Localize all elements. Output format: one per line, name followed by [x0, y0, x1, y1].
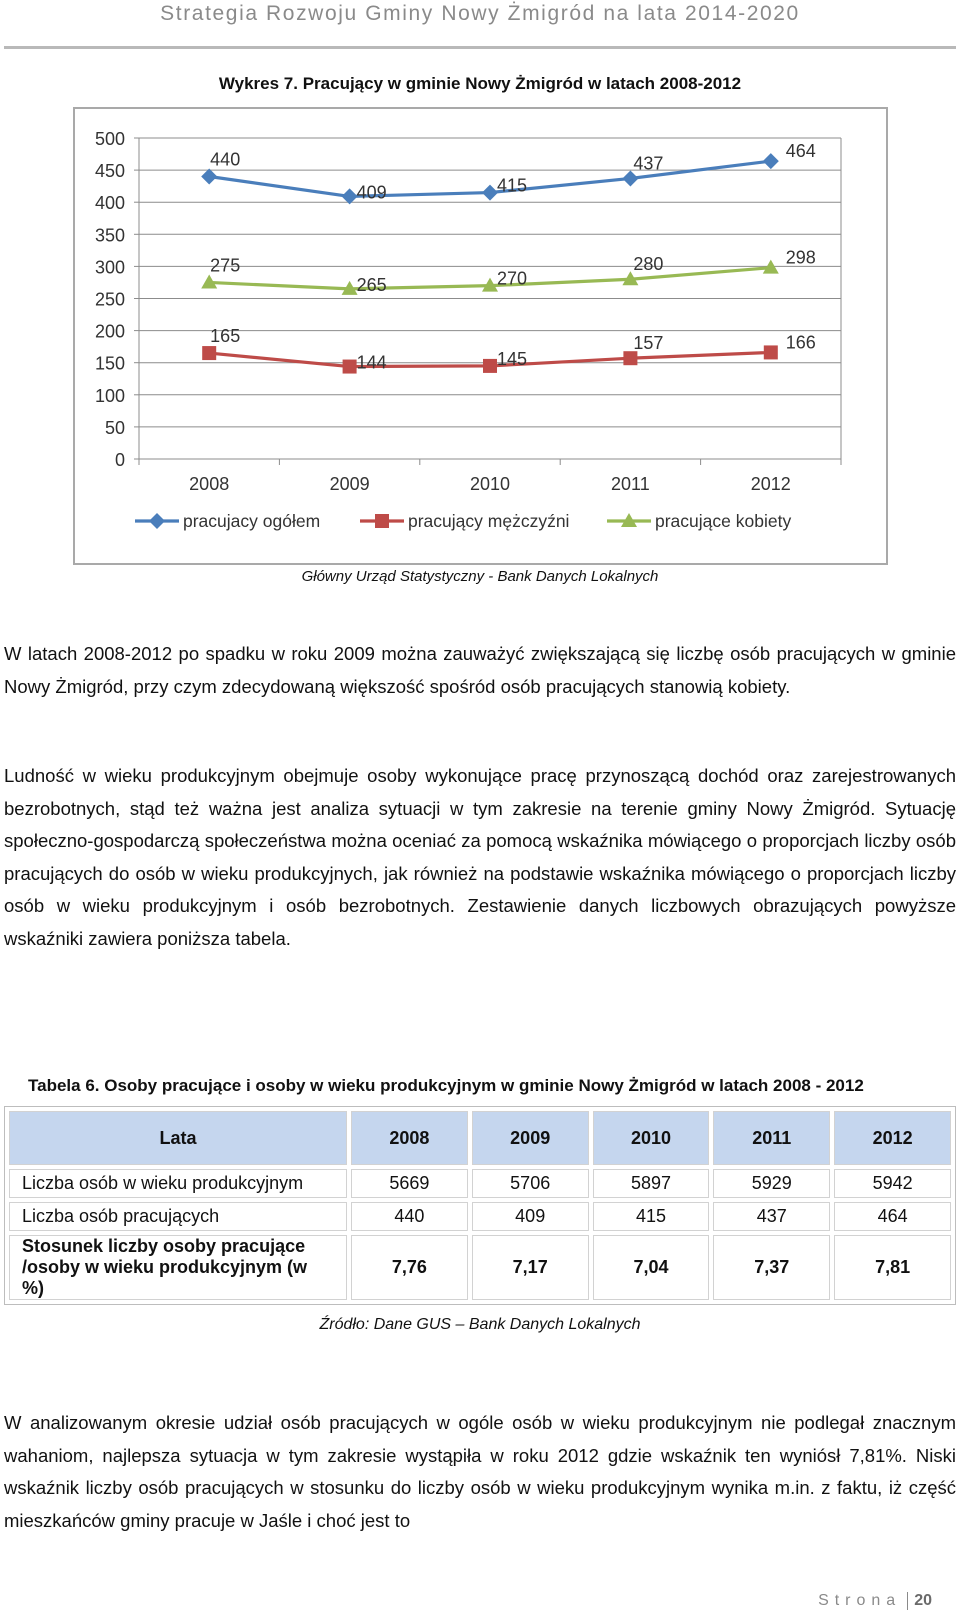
- y-tick-label: 300: [94, 257, 125, 278]
- table-cell: 464: [834, 1202, 951, 1231]
- y-tick-label: 450: [94, 161, 125, 182]
- row-label: Liczba osób w wieku produkcyjnym: [9, 1169, 347, 1198]
- table-cell: 5669: [351, 1169, 468, 1198]
- table-cell: 440: [351, 1202, 468, 1231]
- data-label: 440: [210, 149, 241, 170]
- header-divider: [4, 46, 956, 49]
- y-tick-label: 100: [94, 385, 125, 406]
- page-number: 20: [914, 1592, 932, 1609]
- table-row: [9, 1169, 951, 1198]
- data-point: [201, 169, 217, 185]
- table-cell: 409: [472, 1202, 589, 1231]
- document-header-title: Strategia Rozwoju Gminy Nowy Żmigród na lata 2014-2020: [160, 2, 800, 25]
- data-point: [623, 351, 637, 365]
- data-label: 166: [785, 332, 816, 353]
- x-tick-label: 2008: [189, 474, 230, 494]
- header-cell-2012: 2012: [834, 1111, 951, 1165]
- table-caption: Tabela 6. Osoby pracujące i osoby w wieku produkcyjnym w gminie Nowy Żmigród w latach 2008 - 2012: [28, 1076, 864, 1095]
- table-cell: 5942: [834, 1169, 951, 1198]
- table-row: [9, 1202, 951, 1231]
- data-label: 265: [356, 274, 387, 295]
- data-label: 464: [785, 141, 816, 162]
- data-point: [764, 345, 778, 359]
- footer-label: Strona: [818, 1592, 902, 1609]
- data-label: 165: [210, 326, 241, 347]
- data-label: 298: [785, 247, 816, 268]
- data-label: 270: [496, 268, 528, 289]
- paragraph-1: W latach 2008-2012 po spadku w roku 2009 można zauważyć zwiększającą się liczbę osób pracujących w gminie Nowy Żmigród, przy czym zdecydowaną większość spośród osób pracujących stanowią kobiety.: [4, 643, 956, 697]
- data-label: 437: [633, 153, 664, 174]
- data-point: [375, 514, 389, 528]
- row-label-line-1: Stosunek liczby osoby pracujące: [22, 1236, 306, 1256]
- chart-frame: [73, 107, 888, 565]
- y-tick-label: 50: [104, 417, 125, 438]
- paragraph-2: Ludność w wieku produkcyjnym obejmuje osoby wykonujące pracę przynoszącą dochód oraz zarejestrowanych bezrobotnych, stąd też ważna jest analiza sytuacji w tym zakresie na terenie gminy Nowy Żmigród. Sytuację społeczno-gospodarczą społeczeństwa można oceniać za pomocą wskaźnika mówiącego o proporcjach liczby osób pracujących do osób w wieku produkcyjnych, jak również na podstawie wskaźnika mówiącego o proporcjach liczby osób w wieku produkcyjnym i osób bezrobotnych. Zestawienie danych liczbowych obrazujących powyższe wskaźniki zawiera poniższa tabela.: [4, 765, 956, 949]
- table-row: [9, 1235, 951, 1300]
- y-tick-label: 350: [94, 225, 125, 246]
- row-label: Liczba osób pracujących: [9, 1202, 347, 1231]
- y-tick-label: 250: [94, 289, 125, 310]
- data-point: [763, 153, 779, 169]
- data-point: [482, 185, 498, 201]
- data-label: 157: [633, 333, 664, 354]
- legend-label: pracujacy ogółem: [183, 511, 321, 531]
- x-tick-label: 2010: [469, 474, 511, 494]
- x-tick-label: 2009: [329, 474, 370, 494]
- chart-caption: Wykres 7. Pracujący w gminie Nowy Żmigród w latach 2008-2012: [218, 74, 742, 93]
- table-cell: 7,04: [593, 1235, 710, 1300]
- table-cell: 7,37: [713, 1235, 830, 1300]
- data-label: 145: [496, 348, 528, 369]
- legend-label: pracujący mężczyźni: [408, 511, 570, 531]
- table-cell: 7,76: [351, 1235, 468, 1300]
- header-cell-2010: 2010: [593, 1111, 710, 1165]
- chart-source: Główny Urząd Statystyczny - Bank Danych Lokalnych: [301, 568, 659, 585]
- line-chart: [75, 109, 886, 563]
- header-cell-2009: 2009: [472, 1111, 589, 1165]
- data-point: [149, 513, 165, 529]
- y-tick-label: 400: [94, 193, 125, 214]
- page-footer: [818, 1592, 932, 1610]
- data-label: 415: [496, 175, 528, 196]
- y-tick-label: 500: [94, 129, 125, 149]
- table-cell: 5929: [713, 1169, 830, 1198]
- data-point: [202, 346, 216, 360]
- x-tick-label: 2012: [750, 474, 791, 494]
- legend-label: pracujące kobiety: [655, 511, 792, 531]
- header-cell-years: Lata: [9, 1111, 347, 1165]
- table-cell: 437: [713, 1202, 830, 1231]
- y-tick-label: 0: [114, 450, 125, 470]
- row-label: [9, 1235, 347, 1300]
- data-point: [483, 359, 497, 373]
- table-header-row: [9, 1111, 951, 1165]
- row-label-line-2: /osoby w wieku produkcyjnym (w %): [22, 1257, 308, 1298]
- table-cell: 415: [593, 1202, 710, 1231]
- y-tick-label: 200: [94, 321, 125, 342]
- data-table: [4, 1106, 956, 1305]
- header-cell-2008: 2008: [351, 1111, 468, 1165]
- table-cell: 7,17: [472, 1235, 589, 1300]
- header-cell-2011: 2011: [713, 1111, 830, 1165]
- data-label: 409: [356, 182, 387, 203]
- table-source: Źródło: Dane GUS – Bank Danych Lokalnych: [319, 1316, 641, 1333]
- paragraph-3: W analizowanym okresie udział osób pracujących w ogóle osób w wieku produkcyjnym nie podlegał znacznym wahaniom, najlepsza sytuacja w tym zakresie wystąpiła w roku 2012 gdzie wskaźnik ten wyniósł 7,81%. Niski wskaźnik liczby osób pracujących w stosunku do liczby osób w wieku produkcyjnym wynika m.in. z faktu, iż część mieszkańców gminy pracuje w Jaśle i choć jest to: [4, 1412, 956, 1531]
- footer-divider: [907, 1592, 908, 1610]
- data-point: [343, 360, 357, 374]
- table-cell: 5897: [593, 1169, 710, 1198]
- data-label: 275: [210, 255, 241, 276]
- x-tick-label: 2011: [611, 474, 650, 494]
- data-label: 280: [633, 254, 664, 275]
- data-label: 144: [356, 352, 387, 373]
- table-cell: 5706: [472, 1169, 589, 1198]
- y-tick-label: 150: [94, 353, 125, 374]
- table-cell: 7,81: [834, 1235, 951, 1300]
